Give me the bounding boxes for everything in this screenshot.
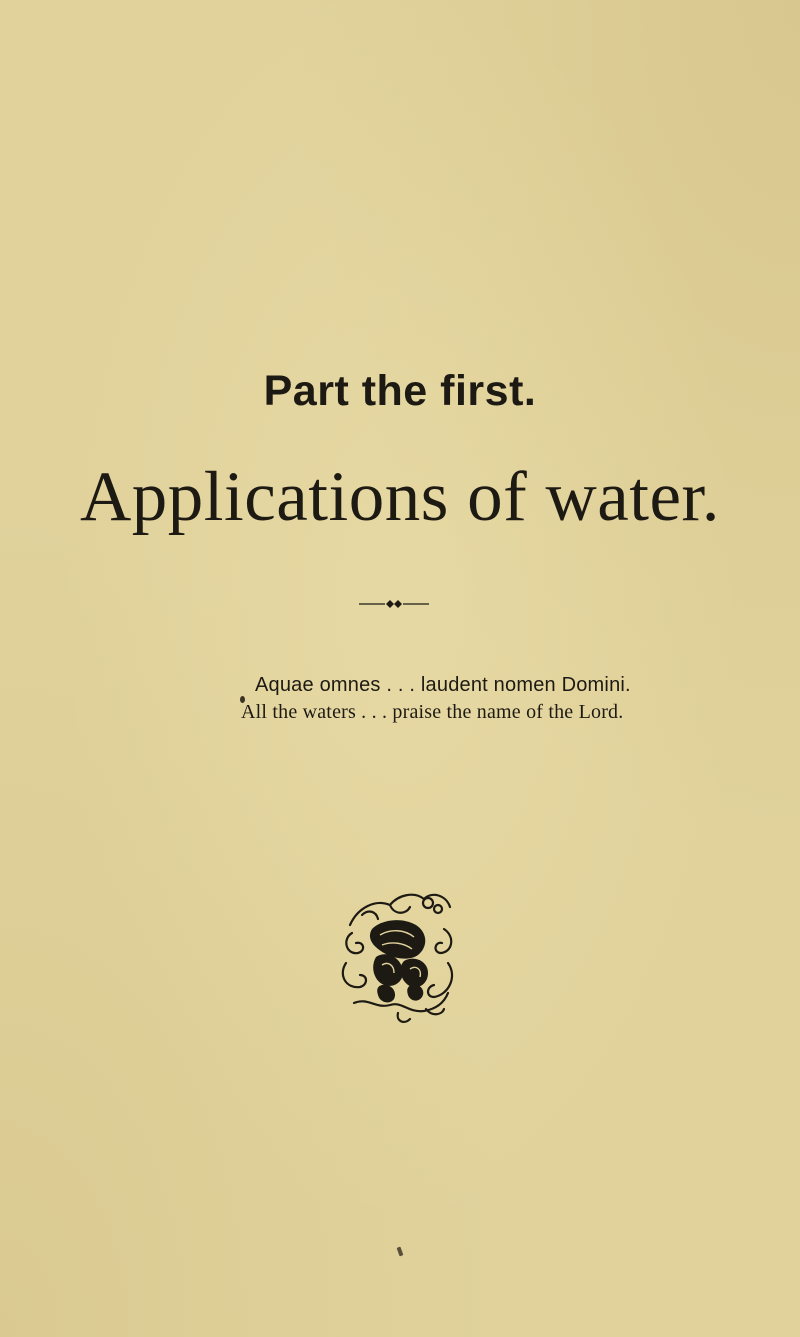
divider-rule-icon [359,597,429,611]
chapter-title: Applications of water. [80,458,720,536]
epigraph [241,672,761,726]
part-title: Part the first. [263,367,537,415]
epigraph-latin: Aquae omnes . . . laudent nomen Domini. [255,674,631,696]
stray-ink-mark [397,1247,404,1257]
epigraph-english: All the waters . . . praise the name of the Lord. [241,701,624,723]
floral-ornament-icon [332,885,462,1025]
